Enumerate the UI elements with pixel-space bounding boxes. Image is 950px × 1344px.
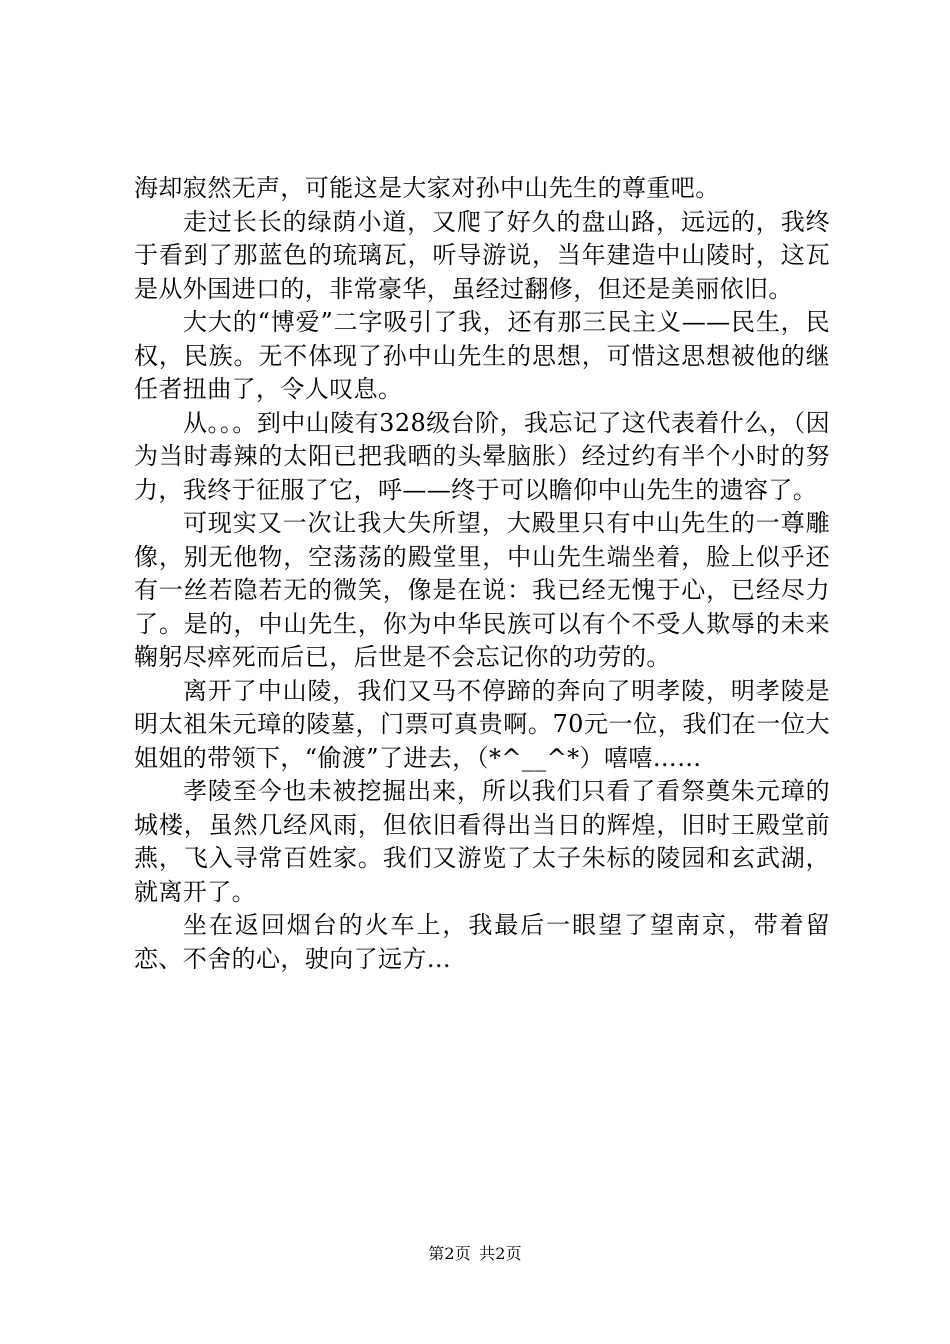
paragraph-1: 海却寂然无声，可能这是大家对孙中山先生的尊重吧。	[134, 174, 720, 202]
paragraph-3: 大大的“博爱”二字吸引了我，还有那三民主义——民生，民权，民族。无不体现了孙中山先生的思想，可惜这思想被他的继任者扭曲了，令人叹息。	[134, 308, 830, 403]
paragraph-5: 可现实又一次让我大失所望，大殿里只有中山先生的一尊雕像，别无他物，空荡荡的殿堂里，中山先生端坐着，脸上似乎还有一丝若隐若无的微笑，像是在说：我已经无愧于心，已经尽力了。是的，中山先生，你为中华民族可以有个不受人欺辱的未来鞠躬尽瘁死而后已，后世是不会忘记你的功劳的。	[134, 509, 830, 671]
paragraph-8: 坐在返回烟台的火车上，我最后一眼望了望南京，带着留恋、不舍的心，驶向了远方…	[134, 911, 830, 973]
paragraph-4: 从。。。到中山陵有328级台阶，我忘记了这代表着什么，（因为当时毒辣的太阳已把我晒的头晕脑胀）经过约有半个小时的努力，我终于征服了它，呼——终于可以瞻仰中山先生的遗容了。	[134, 408, 830, 504]
page-number-current: 第2页	[428, 1244, 471, 1263]
page-number-total: 共2页	[479, 1244, 522, 1263]
paragraph-7: 孝陵至今也未被挖掘出来，所以我们只看了看祭奠朱元璋的城楼，虽然几经风雨，但依旧看得出当日的辉煌，旧时王殿堂前燕，飞入寻常百姓家。我们又游览了太子朱标的陵园和玄武湖，就离开了。	[134, 777, 830, 906]
paragraph-6: 离开了中山陵，我们又马不停蹄的奔向了明孝陵，明孝陵是明太祖朱元璋的陵墓，门票可真贵啊。70元一位，我们在一位大姐姐的带领下，“偷渡”了进去，（*^__^*）嘻嘻……	[134, 676, 830, 772]
document-body	[134, 172, 830, 976]
paragraph-2: 走过长长的绿荫小道，又爬了好久的盘山路，远远的，我终于看到了那蓝色的琉璃瓦，听导游说，当年建造中山陵时，这瓦是从外国进口的，非常豪华，虽经过翻修，但还是美丽依旧。	[134, 207, 830, 303]
page-footer	[0, 1244, 950, 1264]
